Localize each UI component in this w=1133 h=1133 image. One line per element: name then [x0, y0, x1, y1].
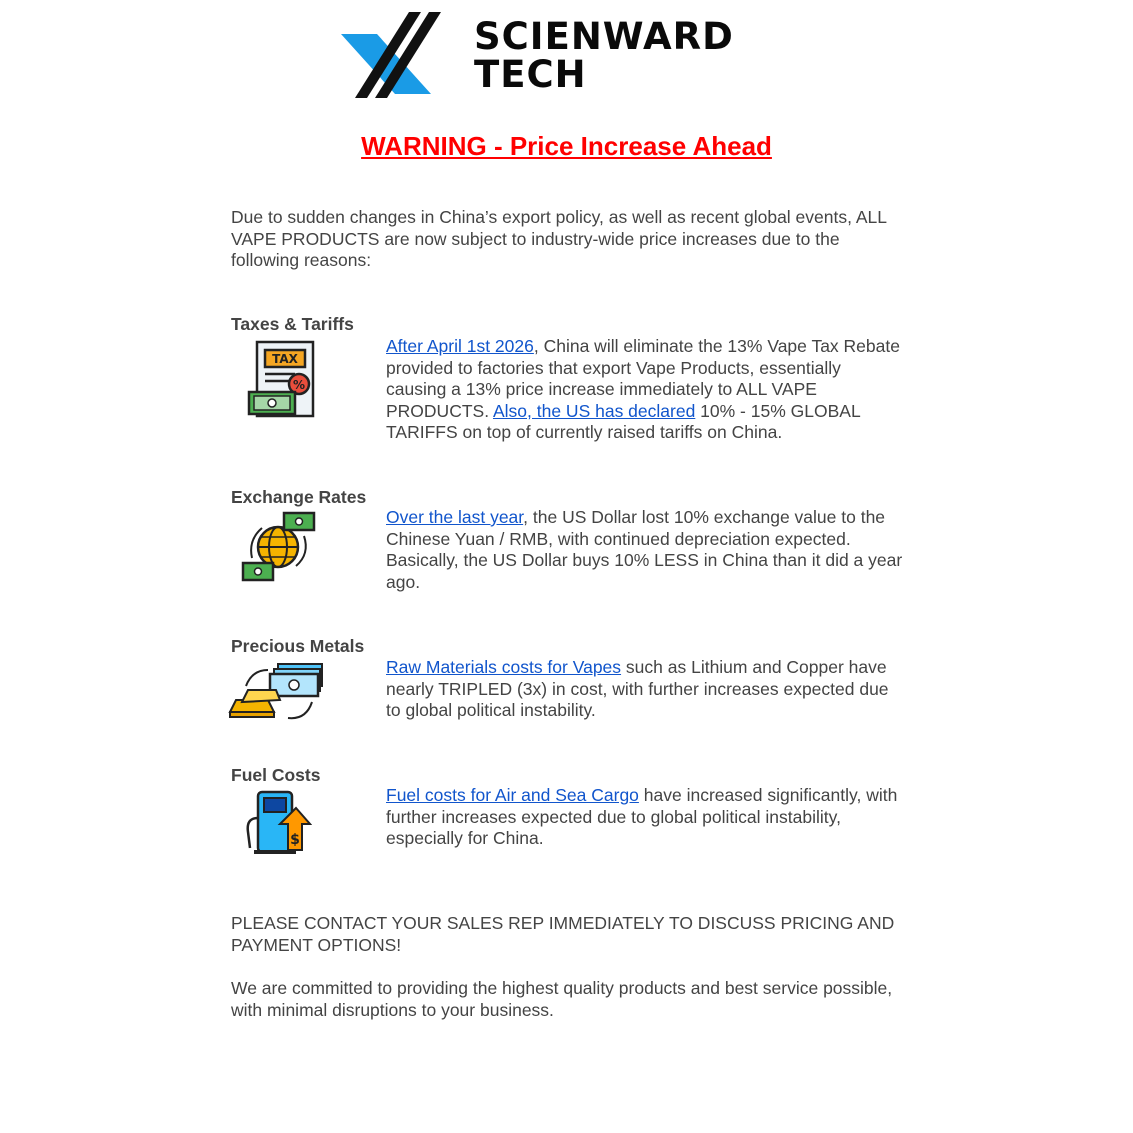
link-fuel-costs[interactable]: Fuel costs for Air and Sea Cargo	[386, 785, 639, 805]
section-text-taxes-part1: , China will eliminate the 13% Vape Tax Rebate provided to factories that export Vape Products, essentially causing a 13% price increase immediately to ALL VAPE PRODUCTS.	[386, 336, 900, 421]
brand-name	[474, 15, 734, 96]
section-heading-taxes: Taxes & Tariffs	[231, 314, 354, 334]
section-text-metals-part1: such as Lithium and Copper have nearly TRIPLED (3x) in cost, with further increases expected due to global political instability.	[386, 657, 889, 720]
section-heading-metals: Precious Metals	[231, 636, 365, 656]
gold-money-exchange-icon	[226, 660, 330, 724]
currency-exchange-icon	[240, 510, 318, 584]
section-text-fuel	[386, 785, 906, 850]
svg-text:%: %	[292, 378, 306, 392]
link-last-year[interactable]: Over the last year	[386, 507, 524, 527]
svg-text:TAX: TAX	[272, 352, 298, 366]
section-text-taxes-part2: 10% - 15% GLOBAL TARIFFS on top of currently raised tariffs on China.	[386, 400, 861, 442]
section-heading-exchange: Exchange Rates	[231, 487, 367, 507]
contact-notice: PLEASE CONTACT YOUR SALES REP IMMEDIATELY TO DISCUSS PRICING AND PAYMENT OPTIONS!	[231, 913, 895, 955]
tax-document-icon	[245, 340, 319, 420]
intro-paragraph: Due to sudden changes in China’s export policy, as well as recent global events, ALL VAPE PRODUCTS are now subject to industry-wide price increases due to the following reasons:	[231, 207, 887, 270]
section-text-metals	[386, 657, 906, 722]
closing-paragraph: We are committed to providing the highest quality products and best service possible, with minimal disruptions to your business.	[231, 978, 893, 1020]
section-heading-fuel: Fuel Costs	[231, 765, 321, 785]
link-april-2026[interactable]: After April 1st 2026	[386, 336, 534, 356]
brand-line-2: TECH	[474, 53, 587, 96]
link-raw-materials[interactable]: Raw Materials costs for Vapes	[386, 657, 622, 677]
company-logo	[339, 12, 759, 100]
link-us-declared[interactable]: Also, the US has declared	[492, 400, 696, 421]
fuel-price-increase-icon	[242, 788, 312, 856]
section-text-taxes	[386, 336, 906, 444]
svg-text:$: $	[290, 832, 300, 848]
brand-line-1: SCIENWARD	[474, 15, 734, 58]
section-text-exchange	[386, 507, 906, 593]
section-text-exchange-part1: , the US Dollar lost 10% exchange value to the Chinese Yuan / RMB, with continued depreciation expected. Basically, the US Dollar buys 10% LESS in China than it did a year ago.	[386, 507, 903, 592]
logo-x-mark-icon	[339, 12, 469, 100]
section-text-fuel-part1: have increased significantly, with further increases expected due to global political instability, especially for China.	[386, 785, 898, 848]
page-title: WARNING - Price Increase Ahead	[361, 131, 772, 161]
